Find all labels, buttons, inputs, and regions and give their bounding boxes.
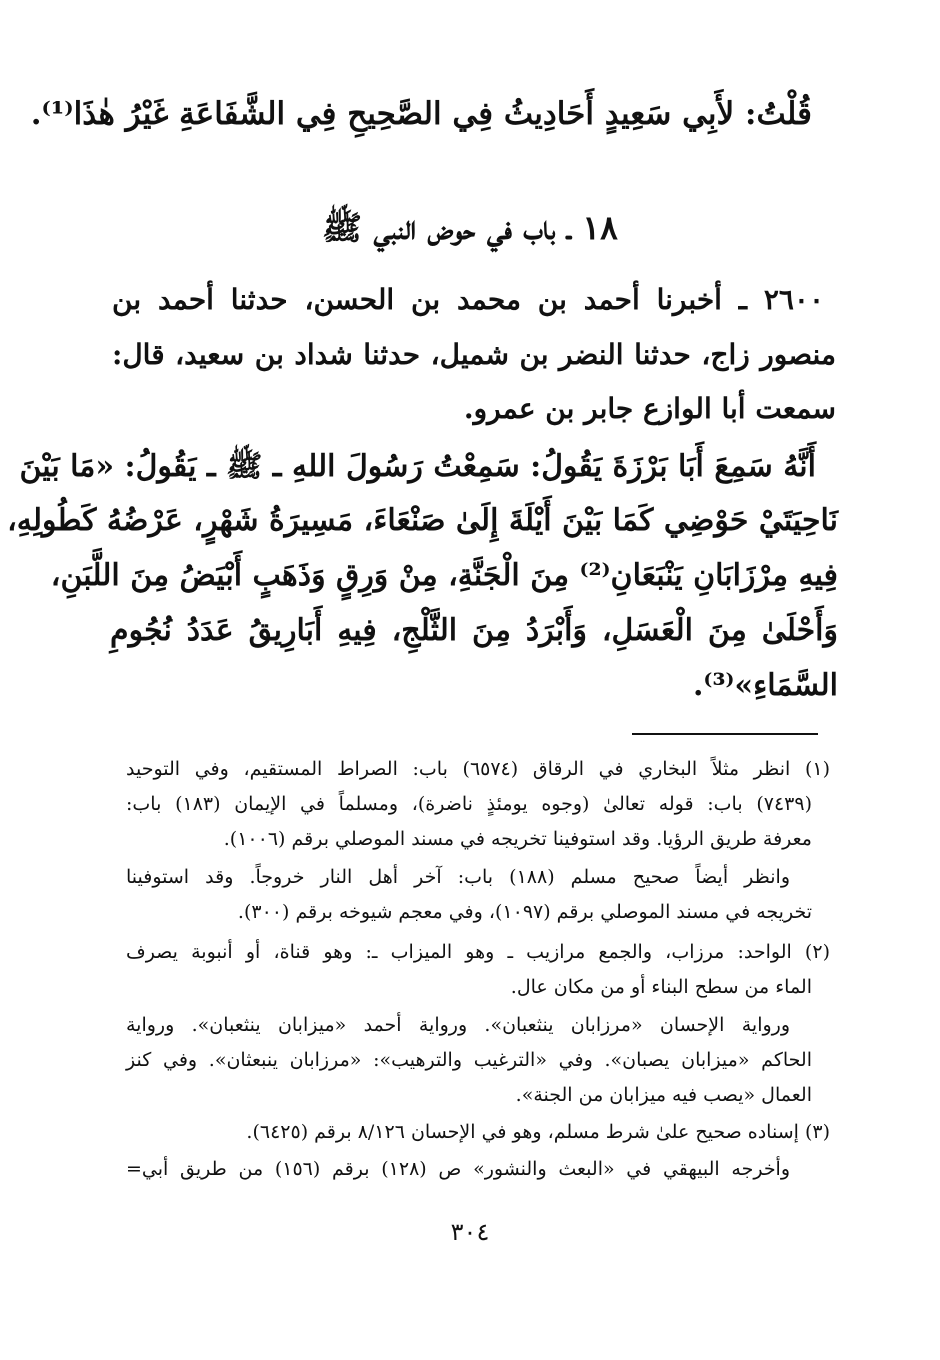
hadith-line-5: السَّمَاءِ»⁽³⁾. (692, 668, 838, 703)
footnote-line-10: العمال «يصب فيه ميزابان من الجنة». (515, 1084, 812, 1106)
isnad-line-2: منصور زاج، حدثنا النضر بن شميل، حدثنا شداد بن سعيد، قال: (112, 338, 836, 371)
hadith-line-2: نَاحِيَتَيْ حَوْضِي كَمَا بَيْنَ أَيْلَةَ إِلَىٰ صَنْعَاءَ، مَسِيرَةُ شَهْرٍ، عَرْضُهُ كَطُولِهِ، (7, 503, 838, 538)
hadith-line-1: أَنَّهُ سَمِعَ أَبَا بَرْزَةَ يَقُولُ: سَمِعْتُ رَسُولَ اللهِ ـ ﷺ ـ يَقُولُ: «مَا بَيْنَ (19, 449, 816, 484)
isnad-line-1: ٢٦٠٠ ـ أخبرنا أحمد بن محمد بن الحسن، حدثنا أحمد بن (112, 283, 824, 316)
chapter-heading: ١٨ ـ باب في حوض النبي ﷺ (322, 208, 618, 247)
footnote-line-2: (٧٤٣٩) باب: قوله تعالىٰ (وجوه يومئذٍ ناضرة)، ومسلماً في الإيمان (١٨٣) باب: (126, 793, 812, 815)
opening-line: قُلْتُ: لأَبِي سَعِيدٍ أَحَادِيثُ فِي الصَّحِيحِ فِي الشَّفَاعَةِ غَيْرُ هٰذَا⁽¹⁾. (30, 96, 812, 132)
hadith-line-3: فِيهِ مِرْزَابَانِ يَنْبَعَانِ⁽²⁾ مِنَ الْجَنَّةِ، مِنْ وَرِقٍ وَذَهَبٍ أَبْيَضُ مِنَ اللَّبَنِ، (50, 558, 838, 593)
page-number: ٣٠٤ (450, 1218, 490, 1246)
footnote-line-7: الماء من سطح البناء أو من مكان عال. (510, 976, 812, 998)
footnote-divider (632, 733, 818, 735)
isnad-line-3: سمعت أبا الوازع جابر بن عمرو. (463, 392, 836, 425)
footnote-line-3: معرفة طريق الرؤيا. وقد استوفينا تخريجه في مسند الموصلي برقم (١٠٠٦). (223, 828, 812, 850)
footnote-line-12: وأخرجه البيهقي في «البعث والنشور» ص (١٢٨) برقم (١٥٦) من طريق أبي= (126, 1158, 791, 1180)
footnote-line-11: (٣) إسناده صحيح علىٰ شرط مسلم، وهو في الإحسان ٨/١٢٦ برقم (٦٤٢٥). (246, 1121, 830, 1143)
footnote-line-1: (١) انظر مثلاً البخاري في الرقاق (٦٥٧٤) باب: الصراط المستقيم، وفي التوحيد (126, 758, 831, 780)
footnote-line-8: ورواية الإحسان «مرزابان ينثعبان». ورواية أحمد «ميزابان ينثعبان». ورواية (126, 1014, 790, 1036)
footnote-line-6: (٢) الواحد: مرزاب، والجمع مرازيب ـ وهو الميزاب ـ: وهو قناة، أو أنبوبة يصرف (126, 941, 830, 963)
footnote-line-9: الحاكم «ميزابان يصبان». وفي «الترغيب والترهيب»: «مرزابان ينبعثان». وفي كنز (126, 1049, 812, 1071)
hadith-line-4: وَأَحْلَىٰ مِنَ الْعَسَلِ، وَأَبْرَدُ مِنَ الثَّلْجِ، فِيهِ أَبَارِيقُ عَدَدُ نُجُومِ (110, 613, 838, 648)
footnote-line-5: تخريجه في مسند الموصلي برقم (١٠٩٧)، وفي معجم شيوخه برقم (٣٠٠). (237, 901, 812, 923)
footnote-line-4: وانظر أيضاً صحيح مسلم (١٨٨) باب: آخر أهل النار خروجاً. وقد استوفينا (126, 866, 790, 888)
